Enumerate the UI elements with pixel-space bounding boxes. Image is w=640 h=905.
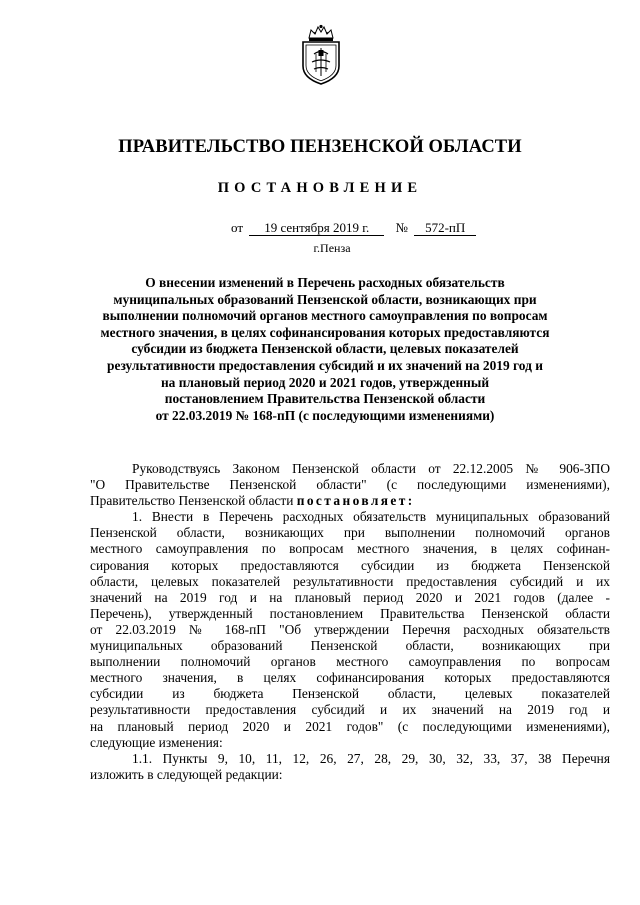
number-prefix: № <box>395 220 408 235</box>
heading-line: О внесении изменений в Перечень расходных обязательств <box>145 275 505 290</box>
body-line: 1.1. Пункты 9, 10, 11, 12, 26, 27, 28, 29, 30, 32, 33, 37, 38 Перечня <box>132 750 610 766</box>
body-line: Руководствуясь Законом Пензенской области от 22.12.2005 № 906-ЗПО <box>132 461 610 476</box>
document-number: 572-пП <box>414 221 476 236</box>
body-line: изложить в следующей редакции: <box>90 766 283 782</box>
government-title: ПРАВИТЕЛЬСТВО ПЕНЗЕНСКОЙ ОБЛАСТИ <box>118 137 522 157</box>
document-heading <box>82 275 568 424</box>
heading-line: субсидии из бюджета Пензенской области, целевых показателей <box>131 341 519 357</box>
heading-line: муниципальных образований Пензенской области, возникающих при <box>113 291 537 307</box>
body-line: местного значения, в целях софинансирования которых предоставляются <box>90 670 610 686</box>
body-line: сирования которых предоставляются субсидии из бюджета Пензенской <box>90 557 610 573</box>
document-date: 19 сентября 2019 г. <box>249 221 384 236</box>
document-type: ПОСТАНОВЛЕНИЕ <box>217 180 423 196</box>
document-body <box>90 461 610 783</box>
heading-line: выполнении полномочий органов местного самоуправления по вопросам <box>102 308 548 324</box>
heading-line: от 22.03.2019 № 168-пП (с последующими изменениями) <box>155 407 495 423</box>
body-line: значений на 2019 год и на плановый период 2020 и 2021 годов (далее - <box>90 589 610 605</box>
heading-line: на плановый период 2020 и 2021 годов, утвержденный <box>160 374 490 390</box>
body-line: Пензенской области, возникающих при выполнении полномочий органов <box>90 525 610 541</box>
body-line: субсидии из бюджета Пензенской области, целевых показателей <box>90 686 610 702</box>
body-line: "О Правительстве Пензенской области" (с последующими изменениями), <box>90 477 610 493</box>
body-line: выполнении полномочий органов местного самоуправления по вопросам <box>90 654 610 670</box>
penza-coat-of-arms-icon <box>299 24 343 86</box>
decree-word: постановляет: <box>296 493 415 509</box>
document-date-number-line <box>228 220 476 236</box>
document-city: г.Пенза <box>313 241 351 255</box>
body-line: Перечень), утвержденный постановлением Правительства Пензенской области <box>90 605 610 621</box>
body-line: области, целевых показателей результативности предоставления субсидий и их <box>90 573 610 589</box>
body-line: результативности предоставления субсидий и их значений на 2019 год и <box>90 702 610 718</box>
heading-line: результативности предоставления субсидий и их значений на 2019 год и <box>107 357 543 373</box>
body-line-decree <box>90 493 610 509</box>
body-line: от 22.03.2019 № 168-пП "Об утверждении Перечня расходных обязательств <box>90 621 610 637</box>
body-line: местного самоуправления по вопросам местного значения, в целях софинан- <box>90 541 610 557</box>
body-line: 1. Внести в Перечень расходных обязательств муниципальных образований <box>132 509 610 525</box>
body-line: на плановый период 2020 и 2021 годов" (с последующими изменениями), <box>90 718 610 734</box>
body-line: муниципальных образований Пензенской области, возникающих при <box>90 638 610 654</box>
decree-intro: Правительство Пензенской области <box>90 493 297 509</box>
heading-line: постановлением Правительства Пензенской области <box>164 391 486 407</box>
heading-line: местного значения, в целях софинансирования которых предоставляются <box>100 324 550 340</box>
body-line: следующие изменения: <box>90 734 223 750</box>
date-prefix: от <box>231 220 244 235</box>
